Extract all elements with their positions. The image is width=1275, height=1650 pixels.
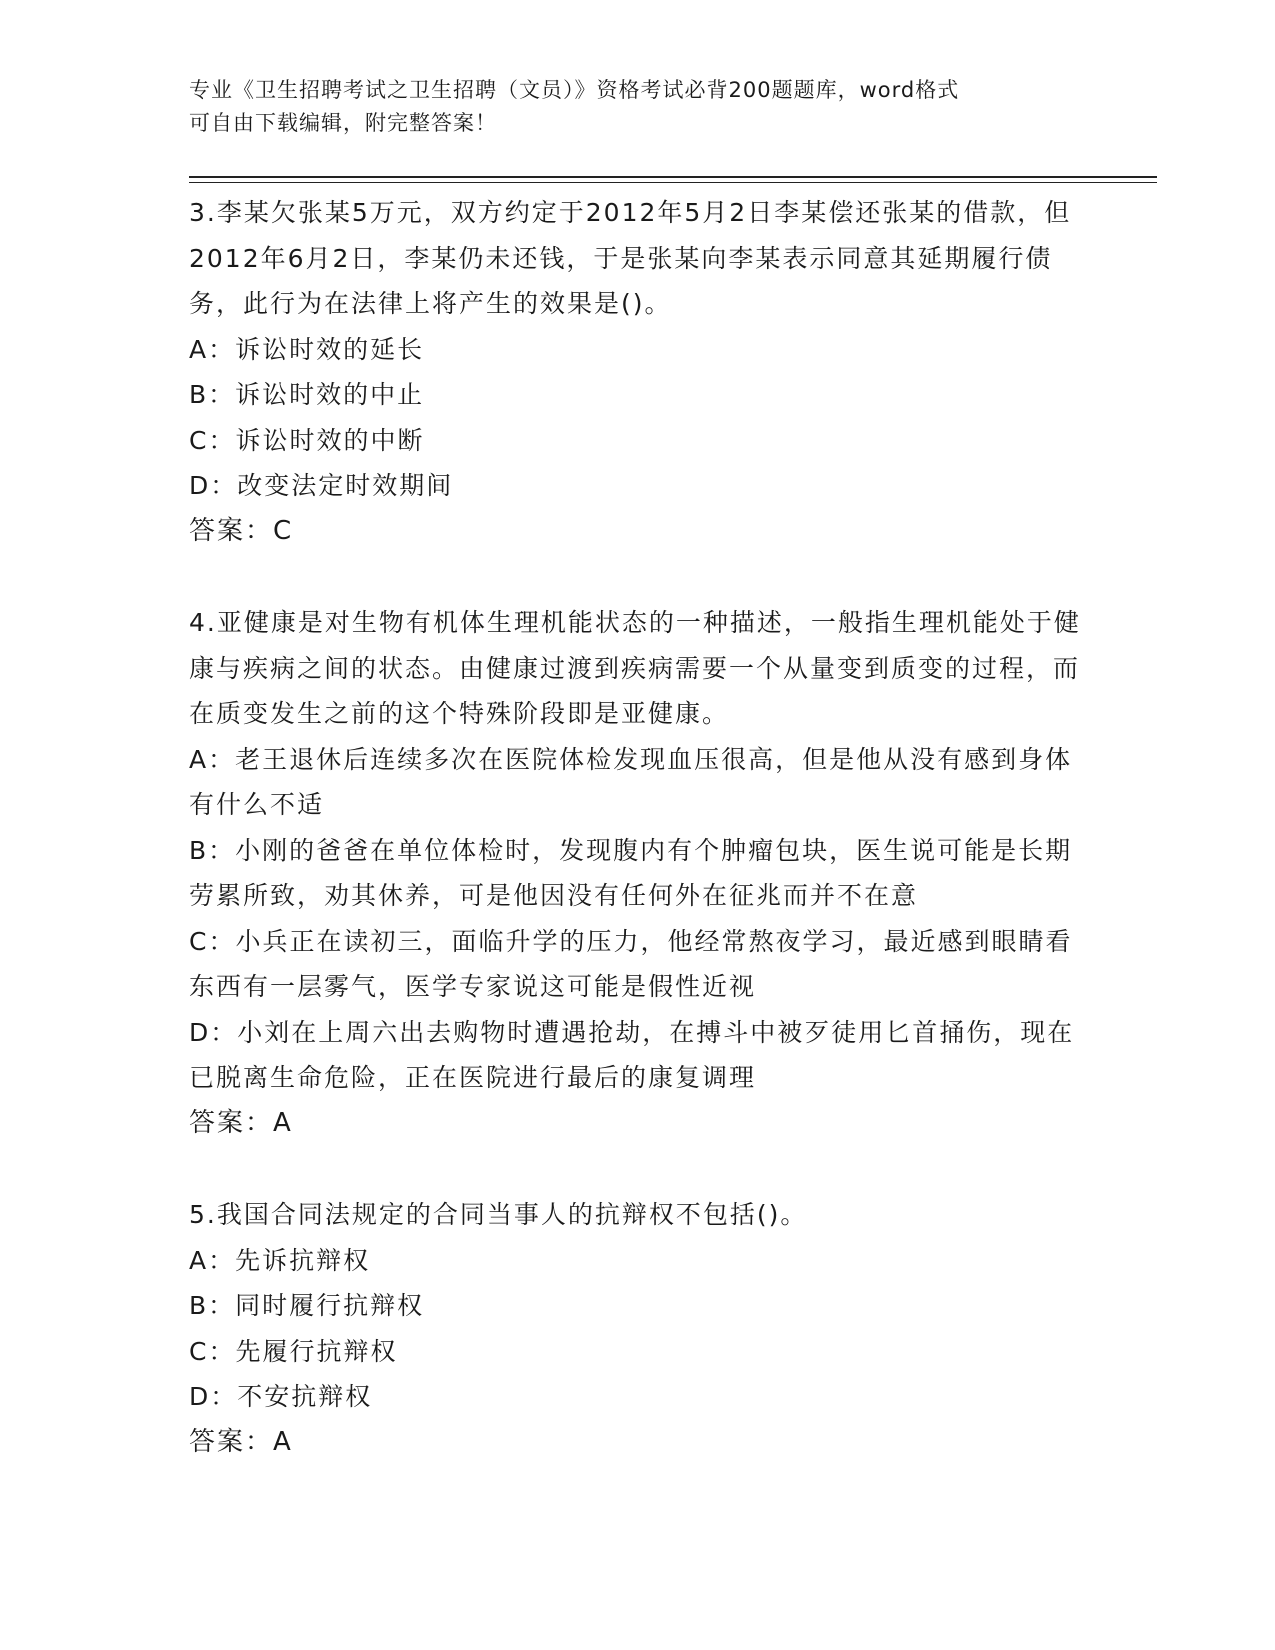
header-divider-thick bbox=[189, 176, 1157, 178]
question-item bbox=[189, 1192, 1089, 1465]
option-b: B：小刚的爸爸在单位体检时，发现腹内有个肿瘤包块，医生说可能是长期劳累所致，劝其休养，可是他因没有任何外在征兆而并不在意 bbox=[189, 835, 1073, 910]
question-list bbox=[189, 190, 1089, 1511]
header-title-line1: 专业《卫生招聘考试之卫生招聘（文员）》资格考试必背200题题库，word格式 bbox=[189, 78, 960, 102]
question-stem: 4.亚健康是对生物有机体生理机能状态的一种描述，一般指生理机能处于健康与疾病之间的状态。由健康过渡到疾病需要一个从量变到质变的过程，而在质变发生之前的这个特殊阶段即是亚健康。 bbox=[189, 608, 1081, 728]
question-stem: 3.李某欠张某5万元，双方约定于2012年5月2日李某偿还张某的借款，但2012年6月2日，李某仍未还钱，于是张某向李某表示同意其延期履行债务，此行为在法律上将产生的效果是()。 bbox=[189, 198, 1072, 318]
answer-line: 答案：A bbox=[189, 1426, 293, 1457]
question-stem: 5.我国合同法规定的合同当事人的抗辩权不包括()。 bbox=[189, 1200, 808, 1229]
option-b: B：同时履行抗辩权 bbox=[189, 1291, 425, 1320]
option-d: D：不安抗辩权 bbox=[189, 1382, 373, 1411]
answer-line: 答案：C bbox=[189, 515, 294, 546]
option-a: A：先诉抗辩权 bbox=[189, 1245, 371, 1275]
option-d: D：改变法定时效期间 bbox=[189, 471, 454, 500]
option-d: D：小刘在上周六出去购物时遭遇抢劫，在搏斗中被歹徒用匕首捅伤，现在已脱离生命危险，正在医院进行最后的康复调理 bbox=[189, 1017, 1075, 1092]
question-item bbox=[189, 600, 1089, 1146]
option-a: A：诉讼时效的延长 bbox=[189, 334, 425, 364]
option-c: C：小兵正在读初三，面临升学的压力，他经常熬夜学习，最近感到眼睛看东西有一层雾气，医学专家说这可能是假性近视 bbox=[189, 926, 1073, 1001]
question-item bbox=[189, 190, 1089, 554]
option-b: B：诉讼时效的中止 bbox=[189, 380, 425, 409]
header-title-line2: 可自由下载编辑，附完整答案！ bbox=[189, 111, 497, 135]
answer-line: 答案：A bbox=[189, 1107, 293, 1138]
option-c: C：先履行抗辩权 bbox=[189, 1336, 398, 1366]
header-divider-thin bbox=[189, 182, 1157, 183]
option-c: C：诉讼时效的中断 bbox=[189, 425, 425, 455]
document-header bbox=[189, 74, 1069, 140]
option-a: A：老王退休后连续多次在医院体检发现血压很高，但是他从没有感到身体有什么不适 bbox=[189, 744, 1073, 819]
